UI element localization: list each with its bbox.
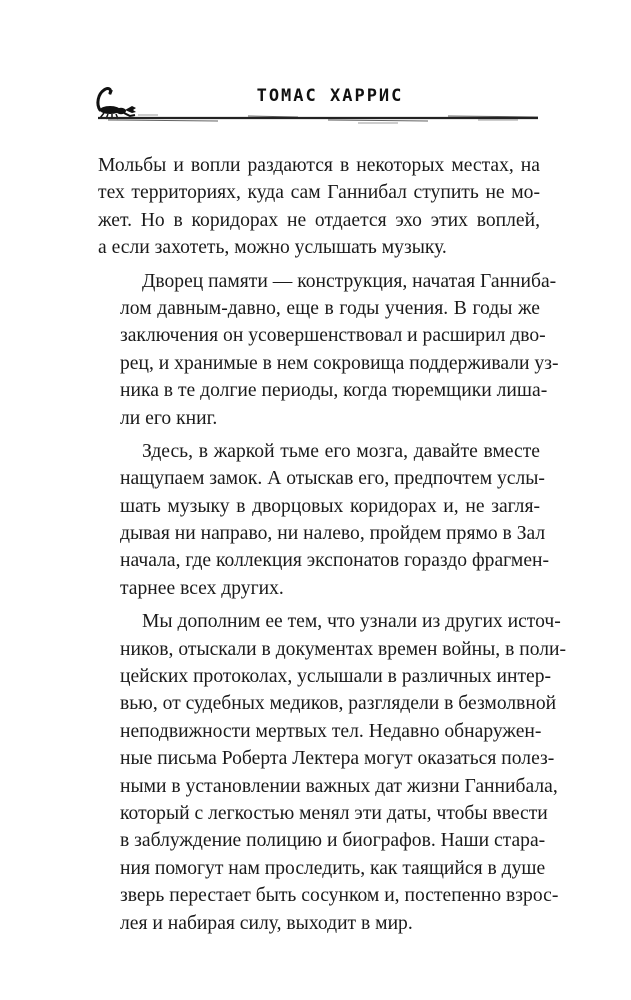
text-line: тех территориях, куда сам Ганнибал ступить не мо- [98,182,540,204]
text-line: нащупаем замок. А отыскав его, предпочтем услы- [120,468,545,490]
main-text [98,152,567,943]
paragraph [98,608,567,937]
running-title: ТОМАС ХАРРИС [256,86,404,106]
text-line: вью, от судебных медиков, разглядели в безмолвной [120,693,557,715]
paragraph [98,438,550,602]
text-line: неподвижности мертвых тел. Недавно обнаружен- [120,720,542,742]
text-line: ными в установлении важных дат жизни Ганнибала, [120,775,558,797]
text-line: шать музыку в дворцовых коридорах и, не загля- [120,495,540,517]
page-header [0,0,631,140]
paragraph [98,268,559,432]
text-line: жет. Но в коридорах не отдается эхо этих воплей, [98,209,540,231]
text-line: ника в те долгие периоды, когда тюремщики лиша- [120,380,548,402]
text-line: лея и набирая силу, выходит в мир. [120,912,413,934]
text-line: в заблуждение полицию и биографов. Наши стара- [120,830,546,852]
text-line: Дворец памяти — конструкция, начатая Ганниба- [142,270,557,292]
text-line: который с легкостью менял эти даты, чтобы ввести [120,802,548,824]
header-brush-rule [98,108,538,128]
text-line: ные письма Роберта Лектера могут оказаться полез- [120,748,555,770]
text-line: а если захотеть, можно услышать музыку. [98,237,447,259]
text-line: дывая ни направо, ни налево, пройдем прямо в Зал [120,523,546,545]
text-line: тарнее всех других. [120,577,284,599]
text-line: ли его книг. [120,407,218,429]
text-line: ния помогут нам проследить, как таящийся в душе [120,857,546,879]
text-line: зверь перестает быть сосунком и, постепенно взрос- [120,885,559,907]
text-line: заключения он усовершенствовал и расширил дво- [120,325,546,347]
text-line: лом давным-давно, еще в годы учения. В годы же [120,297,540,319]
text-line: начала, где коллекция экспонатов гораздо фрагмен- [120,550,550,572]
text-line: рец, и хранимые в нем сокровища поддерживали уз- [120,352,559,374]
text-line: Мольбы и вопли раздаются в некоторых местах, на [98,155,540,176]
text-line: цейских протоколах, услышали в различных интер- [120,666,552,688]
text-line: Здесь, в жаркой тьме его мозга, давайте вместе [142,440,540,462]
paragraph [98,152,540,262]
text-line: ников, отыскали в документах времен войны, в поли- [120,638,567,660]
text-line: Мы дополним ее тем, что узнали из других источ- [142,611,561,633]
